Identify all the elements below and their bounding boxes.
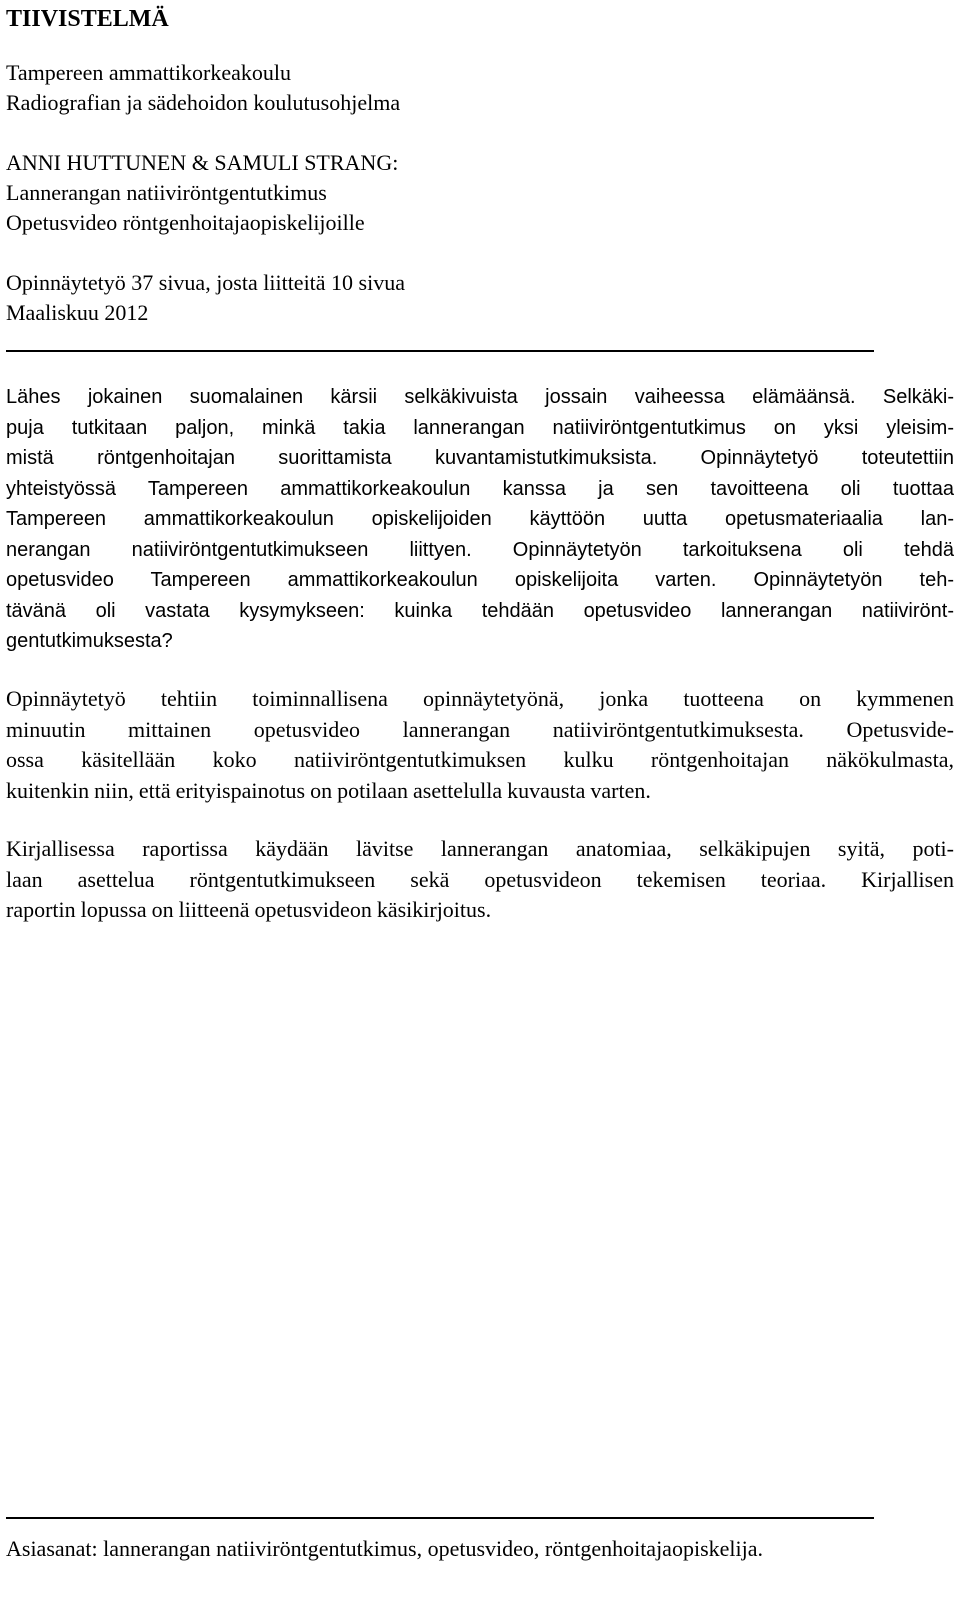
keywords: Asiasanat: lannerangan natiiviröntgentutkimus, opetusvideo, röntgenhoitajaopiskelija. [6,1536,763,1561]
abstract-paragraph-1 [6,382,954,657]
paragraph-line: yhteistyössä Tampereen ammattikorkeakoulun kanssa ja sen tavoitteena oli tuottaa [6,477,954,500]
abstract-page [6,0,954,1610]
paragraph-line: tävänä oli vastata kysymykseen: kuinka tehdään opetusvideo lannerangan natiivirönt- [6,599,954,622]
abstract-paragraph-3 [6,834,954,926]
authors: ANNI HUTTUNEN & SAMULI STRANG: [6,150,399,175]
paragraph-line: Kirjallisessa raportissa käydään lävitse lannerangan anatomiaa, selkäkipujen syitä, poti- [6,836,954,861]
paragraph-line: Tampereen ammattikorkeakoulun opiskelijoiden käyttöön uutta opetusmateriaalia lan- [6,508,954,530]
bottom-divider [6,1517,874,1519]
degree-programme: Radiografian ja sädehoidon koulutusohjelma [6,90,401,115]
publication-date: Maaliskuu 2012 [6,300,149,325]
paragraph-line: Lähes jokainen suomalainen kärsii selkäkivuista jossain vaiheessa elämäänsä. Selkäki- [6,386,954,408]
page-heading: TIIVISTELMÄ [6,6,169,32]
paragraph-line: nerangan natiiviröntgentutkimukseen liittyen. Opinnäytetyön tarkoituksena oli tehdä [6,538,954,561]
paragraph-line: minuutin mittainen opetusvideo lannerangan natiiviröntgentutkimuksesta. Opetusvide- [6,716,954,742]
paragraph-line: opetusvideo Tampereen ammattikorkeakoulun opiskelijoita varten. Opinnäytetyön teh- [6,569,954,591]
thesis-title: Lannerangan natiiviröntgentutkimus [6,180,327,205]
paragraph-line: kuitenkin niin, että erityispainotus on potilaan asettelulla kuvausta varten. [6,777,651,803]
abstract-paragraph-2 [6,684,954,806]
top-divider [6,350,874,352]
paragraph-line: Opinnäytetyö tehtiin toiminnallisena opinnäytetyönä, jonka tuotteena on kymmenen [6,686,954,711]
paragraph-line: puja tutkitaan paljon, minkä takia lannerangan natiiviröntgentutkimus on yksi yleisim- [6,416,954,439]
institution: Tampereen ammattikorkeakoulu [6,60,291,85]
paragraph-line: mistä röntgenhoitajan suorittamista kuvantamistutkimuksista. Opinnäytetyö toteutettiin [6,447,954,469]
paragraph-line: gentutkimuksesta? [6,630,173,652]
paragraph-line: raportin lopussa on liitteenä opetusvideon käsikirjoitus. [6,897,492,922]
thesis-subtitle: Opetusvideo röntgenhoitajaopiskelijoille [6,210,365,235]
paragraph-line: ossa käsitellään koko natiiviröntgentutkimuksen kulku röntgenhoitajan näkökulmasta, [6,747,954,772]
paragraph-line: laan asettelua röntgentutkimukseen sekä opetusvideon tekemisen teoriaa. Kirjallisen [6,866,954,892]
page-count: Opinnäytetyö 37 sivua, josta liitteitä 10 sivua [6,270,405,295]
